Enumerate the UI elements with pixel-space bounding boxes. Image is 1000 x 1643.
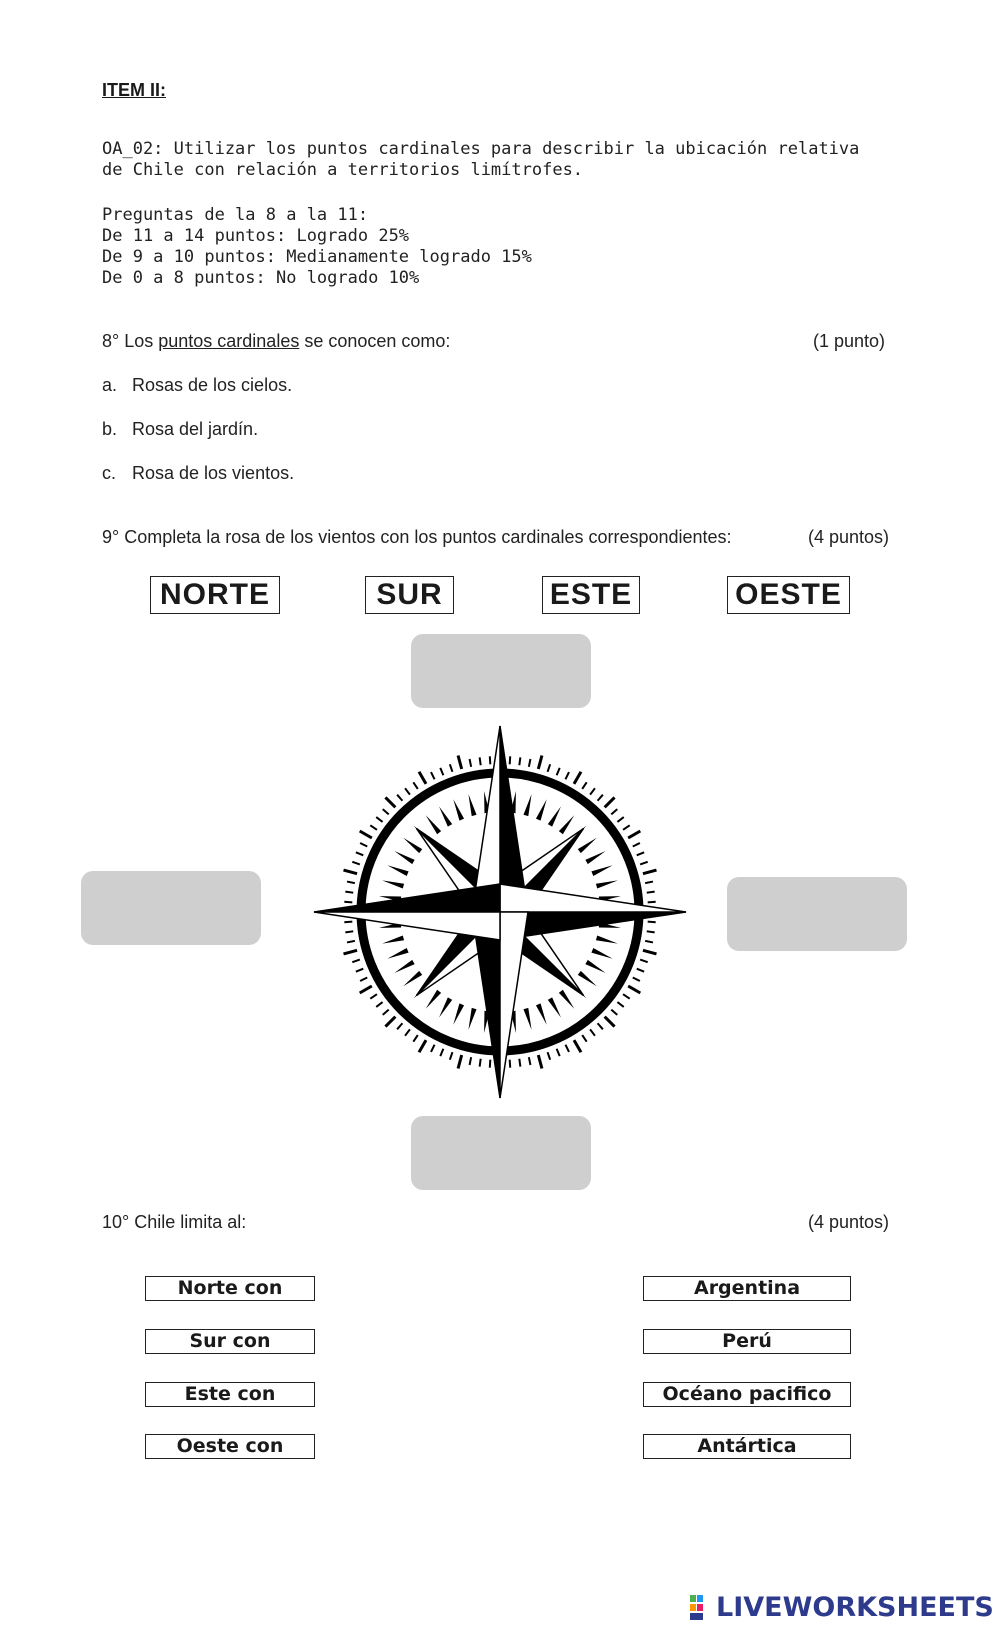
word-norte[interactable]: NORTE bbox=[150, 576, 280, 614]
grading-line: De 11 a 14 puntos: Logrado 25% bbox=[102, 226, 410, 246]
question-8-points: (1 punto) bbox=[813, 331, 886, 351]
option-text: Rosas de los cielos. bbox=[132, 375, 293, 395]
grading-criteria bbox=[102, 205, 532, 289]
drop-zone-north[interactable] bbox=[411, 634, 591, 708]
question-8-suffix: se conocen como: bbox=[299, 331, 451, 351]
drop-zone-west[interactable] bbox=[81, 871, 261, 945]
match-right-antartica[interactable]: Antártica bbox=[643, 1434, 851, 1459]
logo-mark-icon bbox=[690, 1595, 712, 1621]
match-right-oceano[interactable]: Océano pacifico bbox=[643, 1382, 851, 1407]
match-left-oeste[interactable]: Oeste con bbox=[145, 1434, 315, 1459]
drop-zone-south[interactable] bbox=[411, 1116, 591, 1190]
option-letter: a. bbox=[102, 375, 118, 395]
question-9-points: (4 puntos) bbox=[808, 527, 890, 547]
logo-text: LIVEWORKSHEETS bbox=[716, 1592, 994, 1623]
question-10: 10° Chile limita al: bbox=[102, 1212, 247, 1232]
question-10-points: (4 puntos) bbox=[808, 1212, 890, 1232]
item-title: ITEM II: bbox=[102, 80, 166, 100]
question-9: 9° Completa la rosa de los vientos con los puntos cardinales correspondientes: bbox=[102, 527, 732, 547]
word-oeste[interactable]: OESTE bbox=[727, 576, 850, 614]
match-left-sur[interactable]: Sur con bbox=[145, 1329, 315, 1354]
drop-zone-east[interactable] bbox=[727, 877, 907, 951]
option-a[interactable] bbox=[102, 375, 292, 396]
objective-text: OA_02: Utilizar los puntos cardinales para describir la ubicación relativa de Chile con relación a territorios limítrofes. bbox=[102, 139, 860, 180]
option-text: Rosa del jardín. bbox=[132, 419, 259, 439]
grading-line: De 9 a 10 puntos: Medianamente logrado 15% bbox=[102, 247, 532, 267]
question-8-prefix: 8° Los bbox=[102, 331, 159, 351]
option-letter: c. bbox=[102, 463, 117, 483]
grading-line: Preguntas de la 8 a la 11: bbox=[102, 205, 369, 225]
match-right-argentina[interactable]: Argentina bbox=[643, 1276, 851, 1301]
question-8 bbox=[102, 331, 450, 352]
word-sur[interactable]: SUR bbox=[365, 576, 454, 614]
option-b[interactable] bbox=[102, 419, 258, 440]
word-este[interactable]: ESTE bbox=[542, 576, 640, 614]
option-text: Rosa de los vientos. bbox=[132, 463, 295, 483]
grading-line: De 0 a 8 puntos: No logrado 10% bbox=[102, 268, 420, 288]
match-right-peru[interactable]: Perú bbox=[643, 1329, 851, 1354]
option-letter: b. bbox=[102, 419, 118, 439]
liveworksheets-logo bbox=[690, 1592, 994, 1623]
option-c[interactable] bbox=[102, 463, 294, 484]
match-left-norte[interactable]: Norte con bbox=[145, 1276, 315, 1301]
match-left-este[interactable]: Este con bbox=[145, 1382, 315, 1407]
question-8-underlined: puntos cardinales bbox=[158, 331, 300, 351]
compass-rose-icon bbox=[300, 712, 700, 1112]
